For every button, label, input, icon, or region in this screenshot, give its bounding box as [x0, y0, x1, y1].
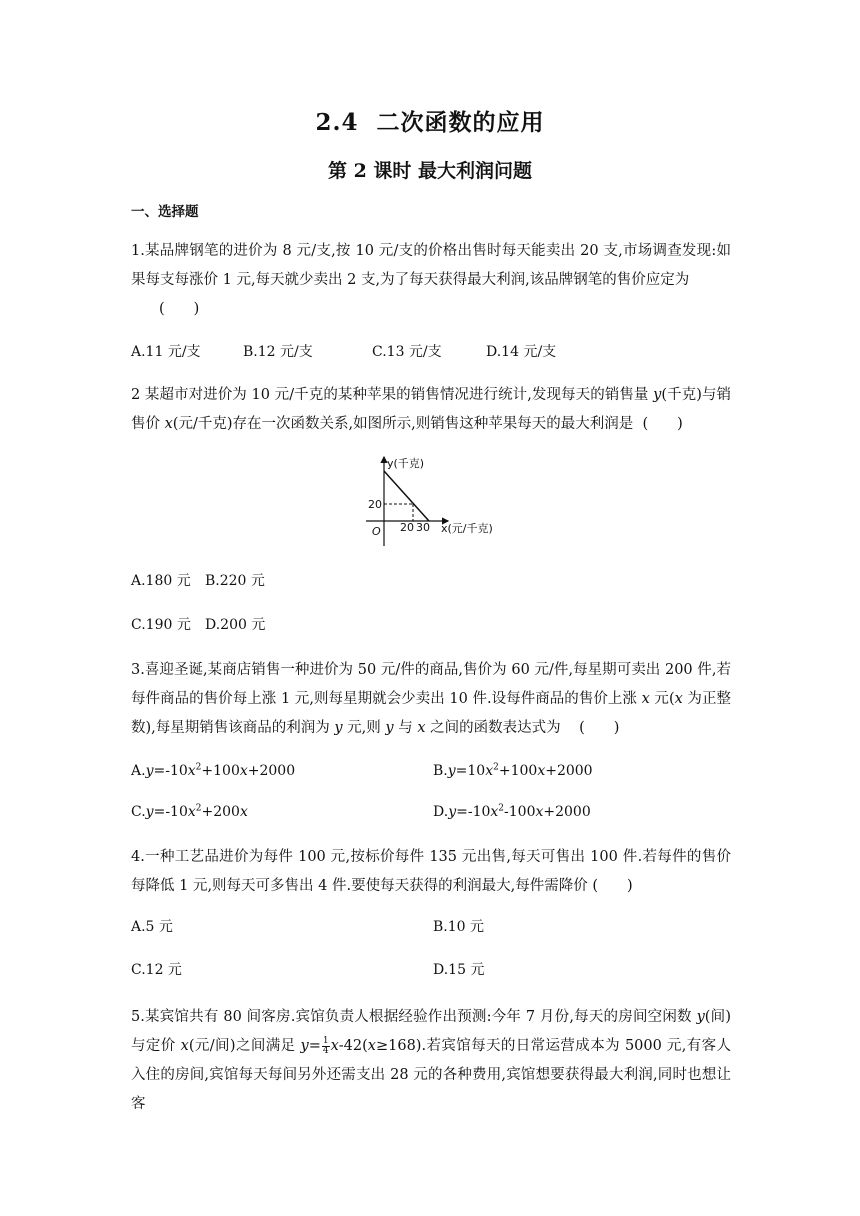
question-5-text: -42(: [338, 1038, 368, 1054]
question-3-text: 之间的函数表达式为: [425, 720, 561, 736]
variable-y: y: [145, 763, 154, 779]
answer-paren: ( ): [592, 878, 633, 894]
equals-sign: =: [308, 1038, 321, 1054]
question-3-text: 为正整数),每星期销售该商品的利润为: [131, 691, 731, 736]
variable-x: x: [417, 720, 426, 736]
fraction-denominator: 4: [322, 1045, 329, 1056]
x-axis-label: x(元/千克): [441, 522, 493, 535]
answer-paren: ( ): [159, 301, 200, 317]
variable-x: x: [674, 691, 683, 707]
option-b: B.12 元/支: [243, 344, 313, 360]
variable-y: y: [696, 1009, 705, 1025]
question-3-text: 元,则: [342, 720, 386, 736]
variable-y: y: [145, 804, 154, 820]
question-3-text: 元(: [649, 691, 675, 707]
question-5-text: (元/间)之间满足: [188, 1038, 301, 1054]
option-text: =10: [455, 763, 486, 779]
option-b: [433, 761, 593, 781]
variable-x: x: [535, 804, 544, 820]
option-letter: C.: [131, 804, 146, 820]
y-tick-label: 20: [368, 498, 382, 511]
x-tick-label-20: 20: [400, 521, 414, 534]
variable-x: x: [641, 691, 650, 707]
variable-y: y: [653, 387, 662, 403]
fraction-one-quarter: [322, 1037, 330, 1056]
question-1: [131, 237, 731, 324]
option-d: D.200 元: [205, 617, 266, 633]
variable-x: x: [187, 763, 196, 779]
question-2: [131, 381, 731, 439]
question-3-text: 3.喜迎圣诞,某商店销售一种进价为 50 元/件的商品,售价为 60 元/件,每星期可卖出 200 件,若每件商品的售价每上涨 1 元,则每星期就会少卖出 10 件.设每件商品的售价上涨: [131, 662, 731, 707]
option-a: A.11 元/支: [131, 344, 201, 360]
origin-label: O: [372, 525, 381, 538]
question-2-text: (元/千克)存在一次函数关系,如图所示,则销售这种苹果每天的最大利润是: [172, 416, 634, 432]
option-text: -100: [504, 804, 536, 820]
variable-x: x: [180, 1038, 189, 1054]
variable-y: y: [300, 1038, 309, 1054]
option-text: +200: [201, 804, 240, 820]
exponent: 2: [195, 762, 202, 773]
question-5-text: 5.某宾馆共有 80 间客房.宾馆负责人根据经验作出预测:今年 7 月份,每天的房间空闲数: [131, 1009, 697, 1025]
variable-y: y: [385, 720, 394, 736]
variable-x: x: [330, 1038, 339, 1054]
option-letter: B.: [433, 763, 448, 779]
question-5-text: (间)与定价: [131, 1009, 731, 1054]
answer-paren: ( ): [579, 720, 620, 736]
variable-x: x: [187, 804, 196, 820]
question-5-text: ≥168).若宾馆每天的日常运营成本为 5000 元,有客人入住的房间,宾馆每天每间另外还需支出 28 元的各种费用,宾馆想要获得最大利润,同时也想让客: [131, 1038, 731, 1112]
linear-function-graph: [356, 451, 506, 551]
option-text: +100: [498, 763, 538, 779]
option-text: +2000: [543, 804, 591, 820]
variable-y: y: [334, 720, 343, 736]
option-text: +2000: [545, 763, 593, 779]
option-text: =-10: [153, 763, 188, 779]
section-number: 2.4: [315, 109, 359, 136]
question-2-text: 2 某超市对进价为 10 元/千克的某种苹果的销售情况进行统计,发现每天的销售量: [131, 387, 654, 403]
option-d: D.15 元: [433, 962, 485, 978]
variable-x: x: [239, 763, 248, 779]
question-1-text: 1.某品牌钢笔的进价为 8 元/支,按 10 元/支的价格出售时每天能卖出 20 支,市场调查发现:如果每支每涨价 1 元,每天就少卖出 2 支,为了每天获得最大利润,该品牌钢笔的售价应定为: [131, 243, 731, 288]
option-b: B.10 元: [433, 919, 485, 935]
option-text: =-10: [456, 804, 491, 820]
option-letter: D.: [433, 804, 449, 820]
option-text: +100: [201, 763, 240, 779]
exponent: 2: [195, 803, 202, 814]
question-5: [131, 1003, 731, 1119]
sales-line: [384, 471, 429, 521]
exponent: 2: [493, 762, 499, 773]
y-axis-label: y(千克): [387, 457, 425, 470]
variable-x: x: [239, 804, 248, 820]
fraction-numerator: 1: [322, 1035, 329, 1046]
question-3-text: 与: [393, 720, 418, 736]
x-tick-label-30: 30: [416, 521, 430, 534]
option-text: =-10: [153, 804, 188, 820]
variable-y: y: [448, 804, 457, 820]
answer-paren: ( ): [642, 416, 683, 432]
variable-y: y: [447, 763, 456, 779]
title-text: 二次函数的应用: [376, 109, 545, 136]
exponent: 2: [498, 803, 505, 814]
option-a: A.180 元: [131, 573, 191, 589]
option-a: A.5 元: [131, 919, 173, 935]
variable-x: x: [164, 416, 173, 432]
variable-x: x: [367, 1038, 376, 1054]
section-heading: 一、选择题: [131, 204, 199, 220]
option-c: C.12 元: [131, 962, 182, 978]
question-2-text: (千克)与销售价: [131, 387, 731, 432]
option-c: C.13 元/支: [372, 344, 442, 360]
lesson-subtitle: 第 2 课时 最大利润问题: [327, 160, 533, 182]
question-4-text: 4.一种工艺品进价为每件 100 元,按标价每件 135 元出售,每天可售出 100 件.若每件的售价每降低 1 元,则每天可多售出 4 件.要使每天获得的利润最大,每件需降价: [131, 849, 731, 894]
question-4: [131, 843, 731, 901]
option-b: B.220 元: [205, 573, 265, 589]
option-letter: A.: [131, 763, 146, 779]
option-text: +2000: [247, 763, 296, 779]
option-d: D.14 元/支: [486, 344, 557, 360]
option-c: [131, 802, 248, 822]
option-c: C.190 元: [131, 617, 191, 633]
question-3: [131, 656, 731, 743]
option-a: [131, 761, 295, 781]
page-title: [0, 104, 860, 137]
option-d: [433, 802, 591, 822]
variable-x: x: [537, 763, 546, 779]
variable-x: x: [485, 763, 494, 779]
variable-x: x: [490, 804, 499, 820]
